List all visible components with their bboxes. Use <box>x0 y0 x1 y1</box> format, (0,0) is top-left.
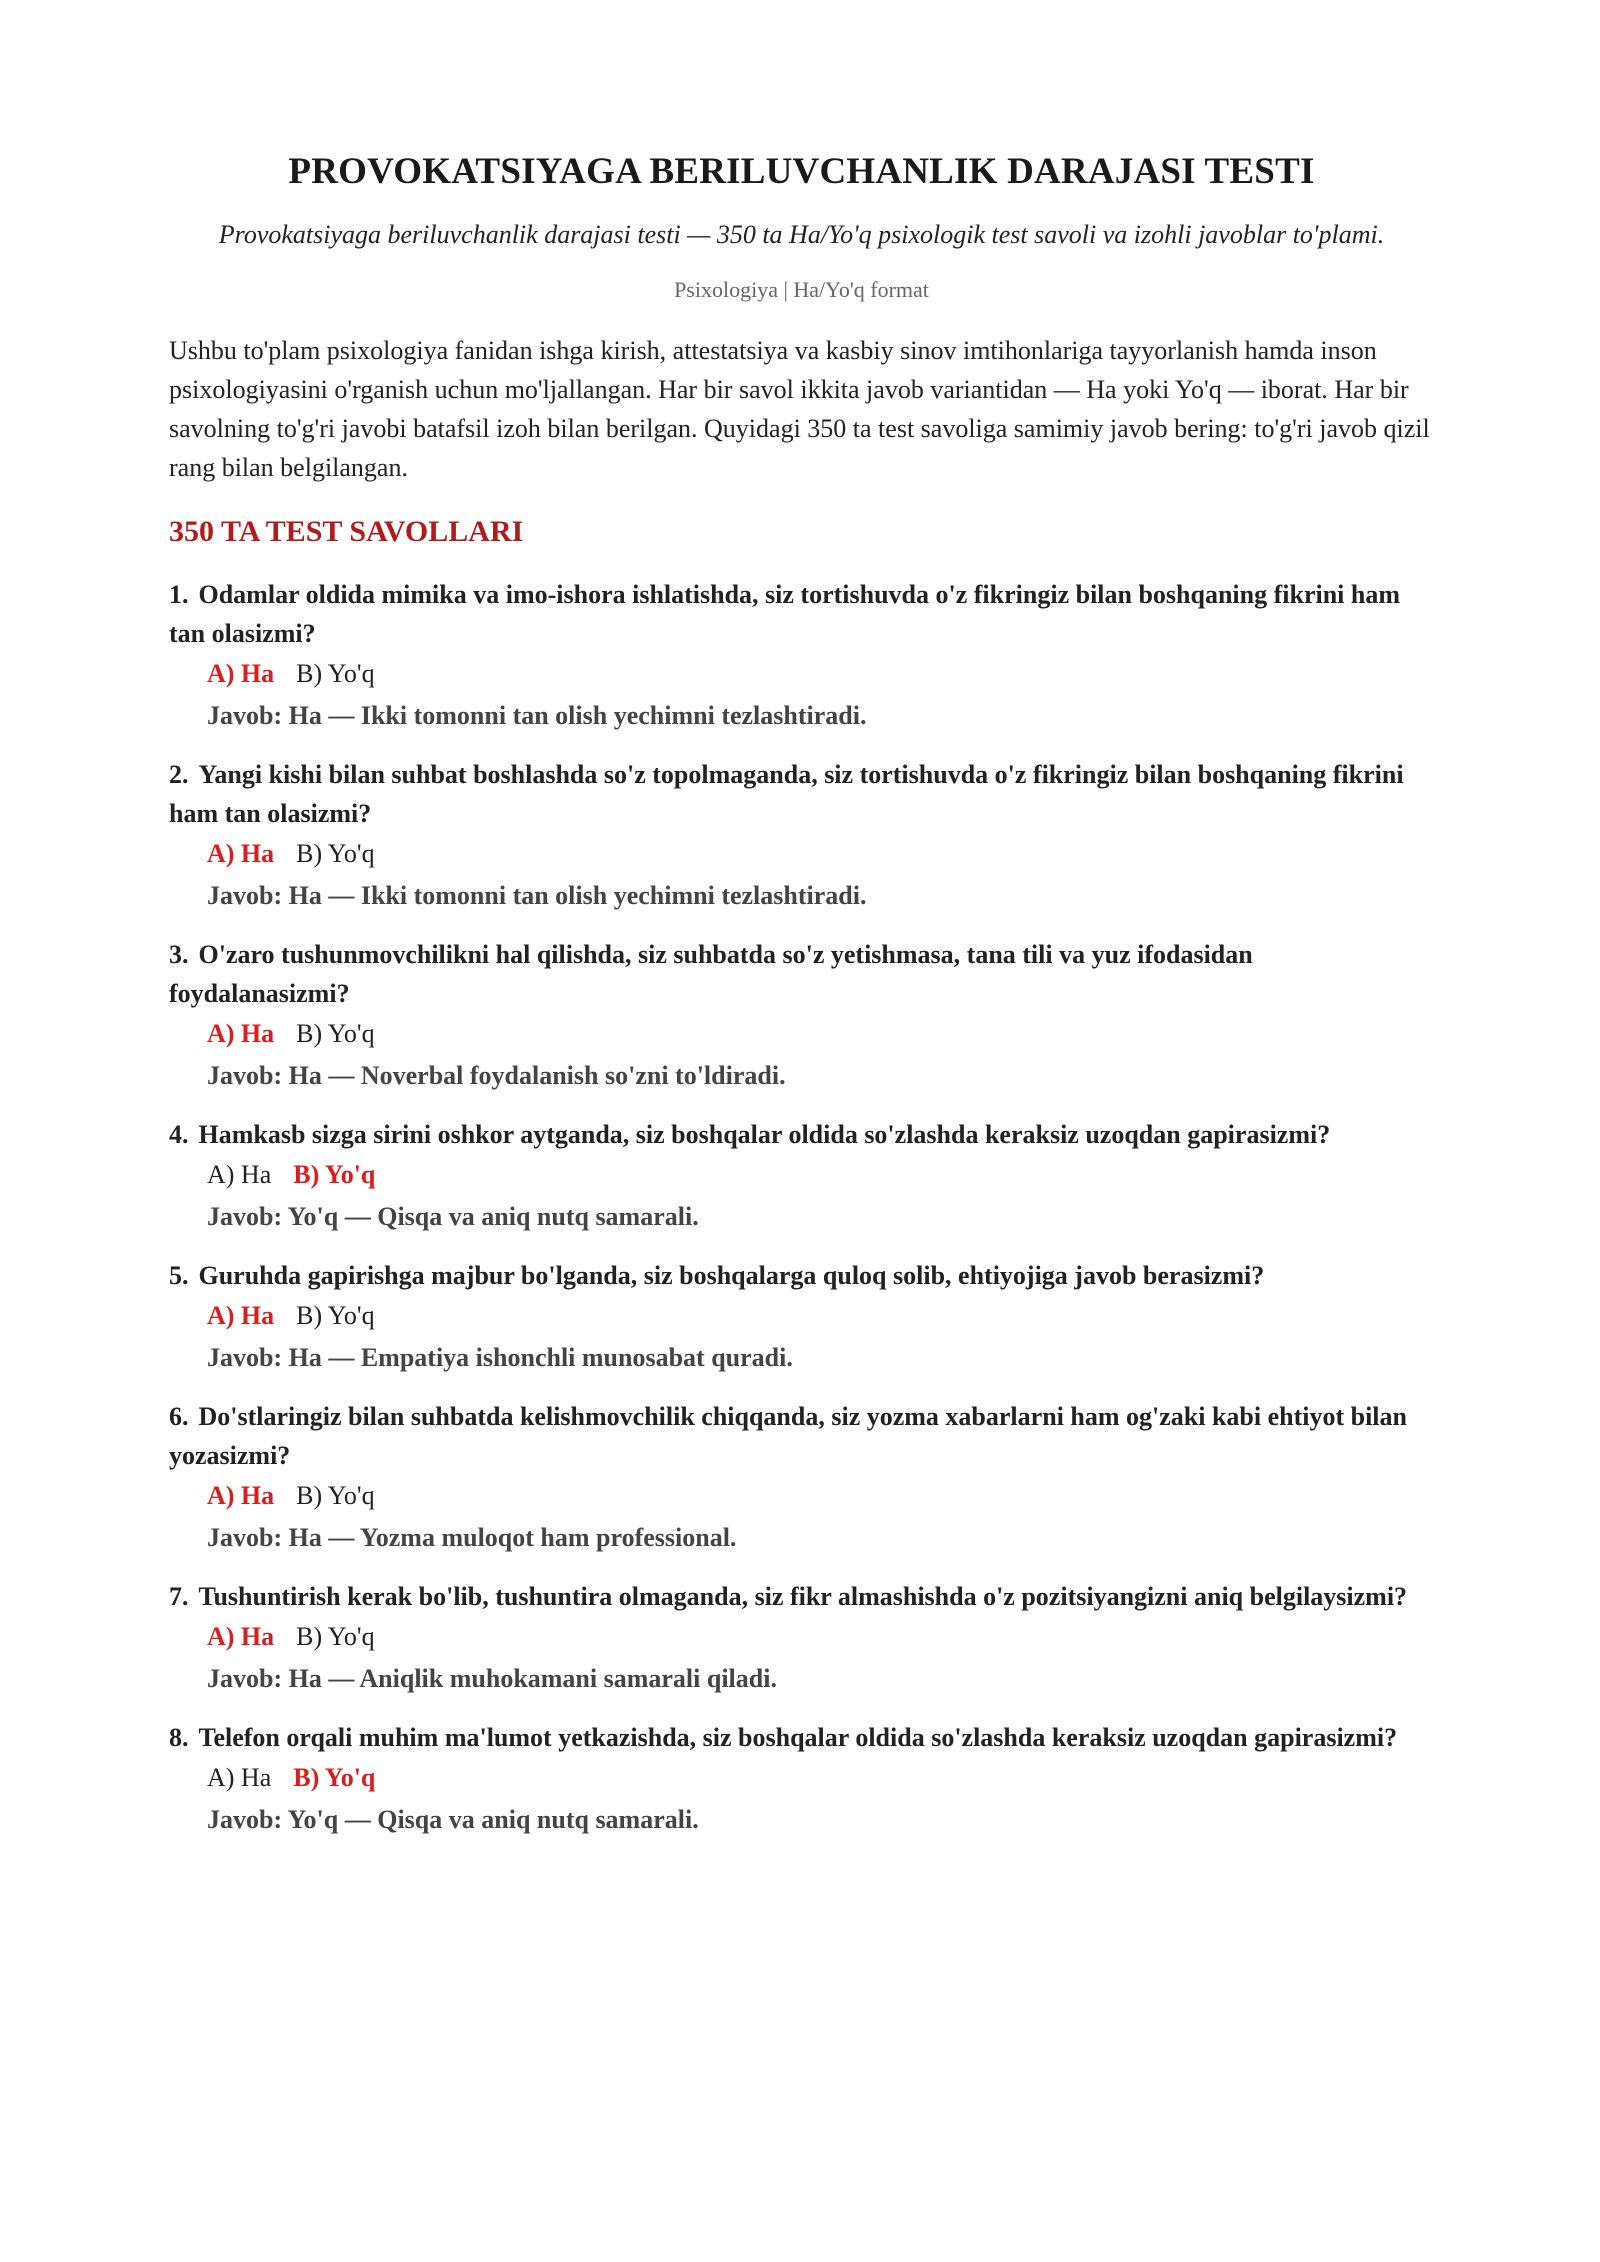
question-body: Hamkasb sizga sirini oshkor aytganda, siz boshqalar oldida so'zlashda keraksiz uzoqdan gapirasizmi? <box>198 1120 1331 1149</box>
option-b: B) Yo'q <box>296 659 375 688</box>
document-subtitle: Provokatsiyaga beriluvchanlik darajasi testi — 350 ta Ha/Yo'q psixologik test savoli va izohli javoblar to'plami. <box>218 220 1385 249</box>
option-a: A) Ha <box>207 1763 272 1792</box>
option-a: A) Ha <box>207 1622 275 1651</box>
question-body: Telefon orqali muhim ma'lumot yetkazishda, siz boshqalar oldida so'zlashda keraksiz uzoqdan gapirasizmi? <box>198 1723 1398 1752</box>
question-text <box>169 1397 1434 1475</box>
answer-text: Javob: Ha — Ikki tomonni tan olish yechimni tezlashtiradi. <box>207 881 867 910</box>
answer-text: Javob: Yo'q — Qisqa va aniq nutq samarali. <box>207 1805 699 1834</box>
question-text <box>169 755 1434 833</box>
question-options <box>169 1757 1434 1799</box>
question-text <box>169 1256 1434 1295</box>
question-body: Odamlar oldida mimika va imo-ishora ishlatishda, siz tortishuvda o'z fikringiz bilan boshqaning fikrini ham tan olasizmi? <box>169 580 1401 648</box>
answer-text: Javob: Yo'q — Qisqa va aniq nutq samarali. <box>207 1202 699 1231</box>
question-number: 4. <box>169 1120 189 1149</box>
question-text <box>169 935 1434 1013</box>
question-item <box>169 575 1434 737</box>
question-list <box>169 575 1434 1841</box>
question-number: 8. <box>169 1723 189 1752</box>
question-text <box>169 1577 1434 1616</box>
option-b: B) Yo'q <box>296 839 375 868</box>
question-item <box>169 1397 1434 1559</box>
document-meta: Psixologiya | Ha/Yo'q format <box>674 277 929 302</box>
question-item <box>169 1718 1434 1841</box>
question-options <box>169 1475 1434 1517</box>
answer-text: Javob: Ha — Aniqlik muhokamani samarali qiladi. <box>207 1664 777 1693</box>
question-number: 5. <box>169 1261 189 1290</box>
option-a: A) Ha <box>207 1019 275 1048</box>
option-a: A) Ha <box>207 1160 272 1189</box>
question-options <box>169 833 1434 875</box>
question-body: Do'stlaringiz bilan suhbatda kelishmovchilik chiqqanda, siz yozma xabarlarni ham og'zaki kabi ehtiyot bilan yozasizmi? <box>169 1402 1407 1470</box>
answer-text: Javob: Ha — Yozma muloqot ham professional. <box>207 1523 737 1552</box>
question-item <box>169 755 1434 917</box>
option-b: B) Yo'q <box>293 1160 376 1189</box>
option-b: B) Yo'q <box>293 1763 376 1792</box>
question-body: Tushuntirish kerak bo'lib, tushuntira olmaganda, siz fikr almashishda o'z pozitsiyangizni aniq belgilaysizmi? <box>198 1582 1408 1611</box>
question-item <box>169 1256 1434 1379</box>
question-options <box>169 1013 1434 1055</box>
document-page <box>169 150 1434 1859</box>
question-item <box>169 1115 1434 1238</box>
option-a: A) Ha <box>207 839 275 868</box>
option-b: B) Yo'q <box>296 1301 375 1330</box>
document-title: PROVOKATSIYAGA BERILUVCHANLIK DARAJASI TESTI <box>288 151 1315 192</box>
question-body: O'zaro tushunmovchilikni hal qilishda, siz suhbatda so'z yetishmasa, tana tili va yuz ifodasidan foydalanasizmi? <box>169 940 1253 1008</box>
question-number: 2. <box>169 760 189 789</box>
answer-text: Javob: Ha — Empatiya ishonchli munosabat quradi. <box>207 1343 793 1372</box>
question-options <box>169 1295 1434 1337</box>
option-b: B) Yo'q <box>296 1622 375 1651</box>
intro-paragraph: Ushbu to'plam psixologiya fanidan ishga kirish, attestatsiya va kasbiy sinov imtihonlariga tayyorlanish hamda inson psixologiyasini o'rganish uchun mo'ljallangan. Har bir savol ikkita javob variantidan — Ha yoki Yo'q — iborat. Har bir savolning to'g'ri javobi batafsil izoh bilan berilgan. Quyidagi 350 ta test savoliga samimiy javob bering: to'g'ri javob qizil rang bilan belgilangan. <box>169 336 1430 482</box>
question-text <box>169 575 1434 653</box>
question-number: 6. <box>169 1402 189 1431</box>
option-a: A) Ha <box>207 1301 275 1330</box>
option-b: B) Yo'q <box>296 1019 375 1048</box>
section-title: 350 TA TEST SAVOLLARI <box>169 515 524 548</box>
question-options <box>169 653 1434 695</box>
question-options <box>169 1154 1434 1196</box>
answer-text: Javob: Ha — Ikki tomonni tan olish yechimni tezlashtiradi. <box>207 701 867 730</box>
option-a: A) Ha <box>207 659 275 688</box>
option-b: B) Yo'q <box>296 1481 375 1510</box>
question-number: 7. <box>169 1582 189 1611</box>
question-number: 1. <box>169 580 189 609</box>
answer-text: Javob: Ha — Noverbal foydalanish so'zni to'ldiradi. <box>207 1061 786 1090</box>
question-options <box>169 1616 1434 1658</box>
question-item <box>169 935 1434 1097</box>
question-number: 3. <box>169 940 189 969</box>
question-item <box>169 1577 1434 1700</box>
option-a: A) Ha <box>207 1481 275 1510</box>
question-text <box>169 1718 1434 1757</box>
question-text <box>169 1115 1434 1154</box>
question-body: Guruhda gapirishga majbur bo'lganda, siz boshqalarga quloq solib, ehtiyojiga javob berasizmi? <box>198 1261 1265 1290</box>
question-body: Yangi kishi bilan suhbat boshlashda so'z topolmaganda, siz tortishuvda o'z fikringiz bilan boshqaning fikrini ham tan olasizmi? <box>169 760 1404 828</box>
